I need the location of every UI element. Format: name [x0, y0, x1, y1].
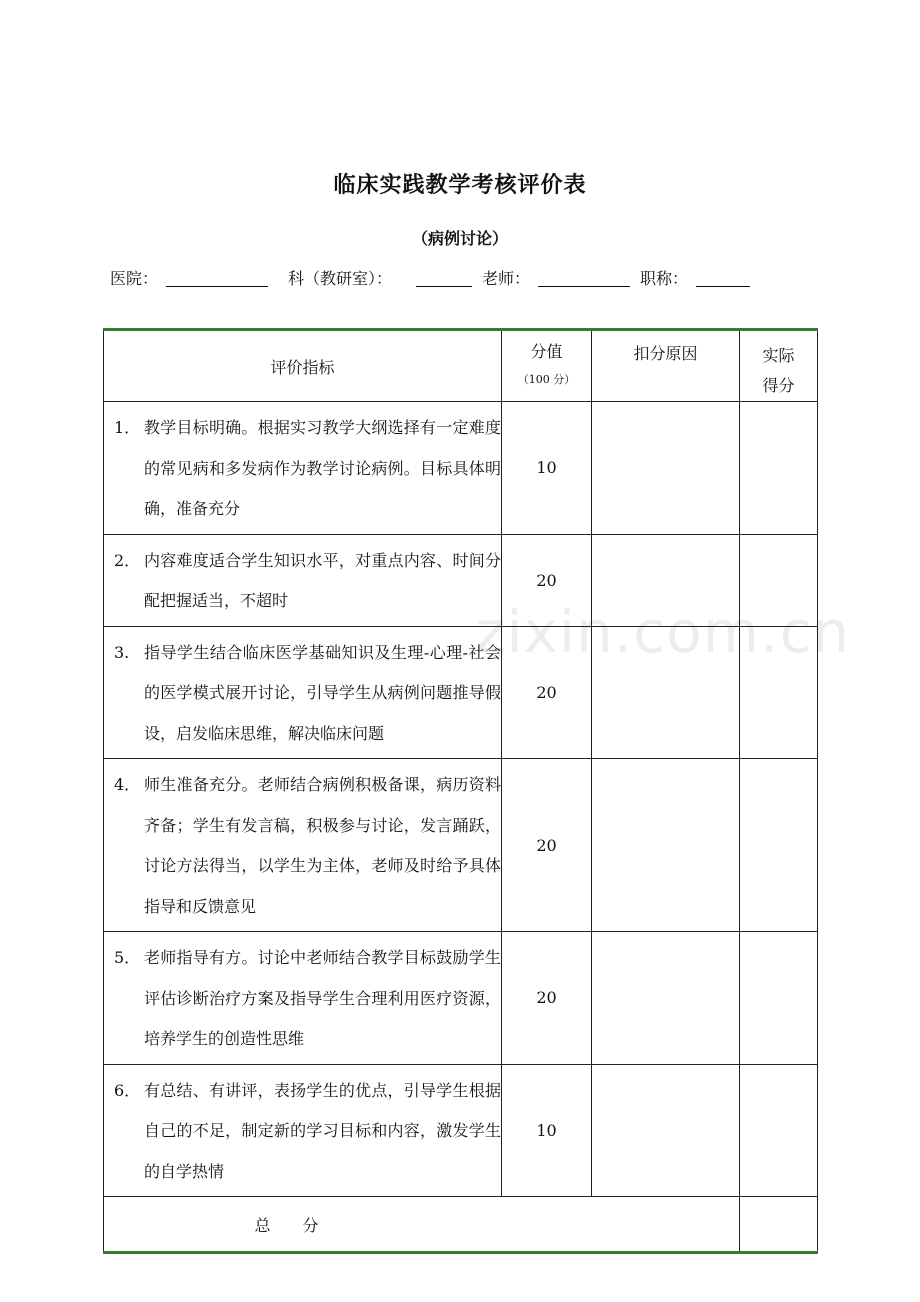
score-cell: 20 — [502, 534, 592, 626]
criteria-cell — [104, 534, 502, 626]
evaluation-table — [103, 328, 818, 1254]
criteria-cell — [104, 402, 502, 535]
teacher-label: 老师： — [482, 269, 531, 288]
watermark: zixin.com.cn — [475, 598, 851, 666]
actual-score-cell[interactable] — [740, 402, 818, 535]
criteria-cell — [104, 1064, 502, 1197]
total-score-cell[interactable] — [740, 1197, 818, 1253]
criteria-text: 指导学生结合临床医学基础知识及生理-心理-社会的医学模式展开讨论，引导学生从病例问题推导假设，启发临床思维，解决临床问题 — [144, 642, 501, 743]
criteria-text: 老师指导有方。讨论中老师结合教学目标鼓励学生评估诊断治疗方案及指导学生合理利用医疗资源，培养学生的创造性思维 — [144, 948, 501, 1048]
hospital-blank[interactable] — [166, 286, 268, 287]
teacher-blank[interactable] — [538, 286, 630, 287]
header-reason: 扣分原因 — [592, 330, 740, 402]
criteria-number: 2． — [114, 550, 141, 570]
hospital-label: 医院： — [110, 269, 159, 288]
deduction-reason-cell[interactable] — [592, 626, 740, 759]
actual-score-cell[interactable] — [740, 534, 818, 626]
title-blank[interactable] — [696, 286, 750, 287]
score-cell: 20 — [502, 759, 592, 932]
table-row — [104, 402, 818, 535]
criteria-text: 有总结、有讲评，表扬学生的优点，引导学生根据自己的不足，制定新的学习目标和内容，激发学生的自学热情 — [144, 1080, 501, 1181]
criteria-number: 4． — [114, 775, 141, 794]
header-actual — [740, 330, 818, 402]
criteria-cell — [104, 626, 502, 759]
total-row — [104, 1197, 818, 1253]
score-cell: 10 — [502, 1064, 592, 1197]
criteria-cell — [104, 759, 502, 932]
table-header-row — [104, 330, 818, 402]
table-row — [104, 932, 818, 1065]
header-actual-line1: 实际 — [762, 346, 795, 365]
criteria-text: 教学目标明确。根据实习教学大纲选择有一定难度的常见病和多发病作为教学讨论病例。目标具体明确，准备充分 — [144, 418, 501, 518]
deduction-reason-cell[interactable] — [592, 402, 740, 535]
header-criteria: 评价指标 — [104, 330, 502, 402]
actual-score-cell[interactable] — [740, 932, 818, 1065]
actual-score-cell[interactable] — [740, 1064, 818, 1197]
title-label: 职称： — [640, 269, 689, 288]
actual-score-cell[interactable] — [740, 759, 818, 932]
total-label: 总 分 — [104, 1197, 740, 1253]
criteria-text: 师生准备充分。老师结合病例积极备课，病历资料齐备；学生有发言稿，积极参与讨论，发言踊跃，讨论方法得当，以学生为主体，老师及时给予具体指导和反馈意见 — [144, 775, 501, 916]
table-row — [104, 1064, 818, 1197]
deduction-reason-cell[interactable] — [592, 759, 740, 932]
table-row — [104, 626, 818, 759]
deduction-reason-cell[interactable] — [592, 1064, 740, 1197]
criteria-number: 1． — [114, 418, 141, 437]
page-subtitle: （病例讨论） — [411, 229, 508, 248]
criteria-number: 3. — [114, 642, 130, 662]
criteria-text: 内容难度适合学生知识水平，对重点内容、时间分配把握适当，不超时 — [144, 550, 501, 610]
header-score-note: （100 分） — [517, 373, 576, 386]
deduction-reason-cell[interactable] — [592, 534, 740, 626]
page-title: 临床实践教学考核评价表 — [333, 173, 587, 198]
header-actual-line2: 得分 — [762, 376, 795, 395]
score-cell: 10 — [502, 402, 592, 535]
header-score — [502, 330, 592, 402]
header-score-label: 分值 — [530, 342, 563, 361]
criteria-number: 6． — [114, 1080, 141, 1100]
criteria-cell — [104, 932, 502, 1065]
criteria-number: 5． — [114, 948, 141, 967]
dept-label: 科（教研室）： — [288, 269, 393, 288]
score-cell: 20 — [502, 626, 592, 759]
table-row — [104, 759, 818, 932]
table-row — [104, 534, 818, 626]
deduction-reason-cell[interactable] — [592, 932, 740, 1065]
actual-score-cell[interactable] — [740, 626, 818, 759]
dept-blank[interactable] — [416, 286, 472, 287]
score-cell: 20 — [502, 932, 592, 1065]
